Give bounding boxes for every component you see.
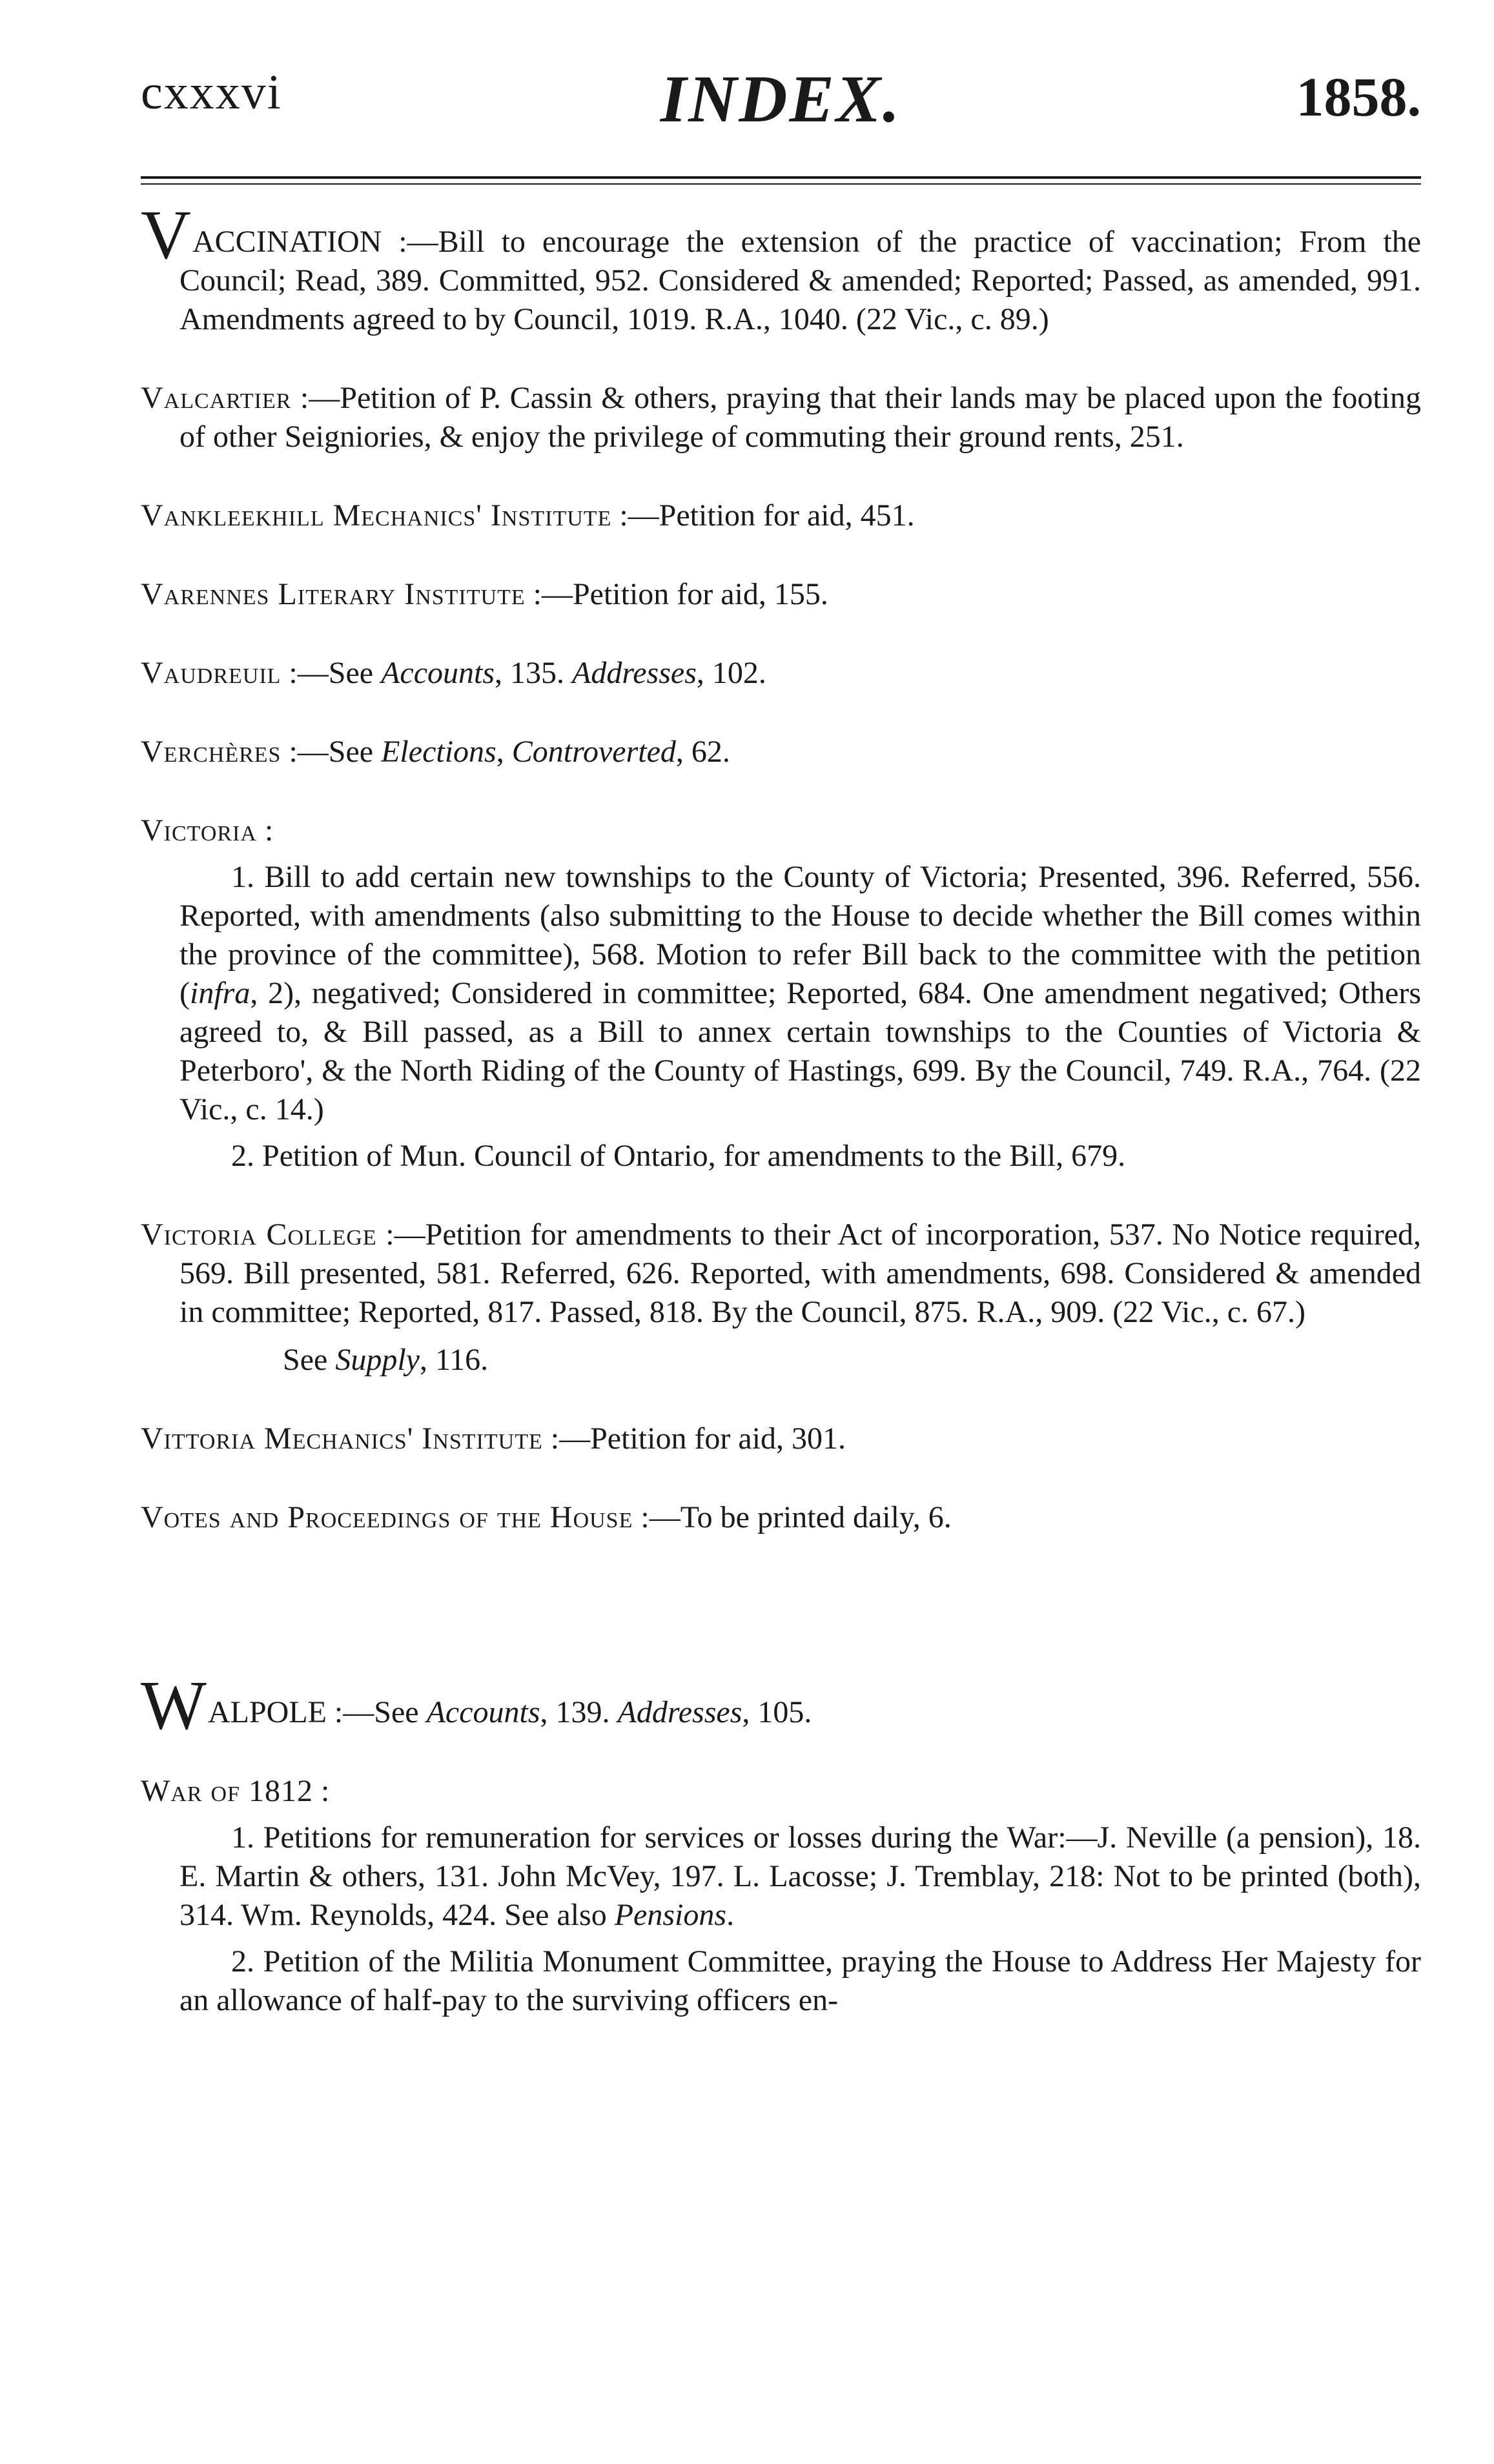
entry-vittoria (141, 1420, 1421, 1458)
entry-text: , 139. (540, 1695, 618, 1729)
entry-text: :—See (326, 1695, 427, 1729)
entry-vercheres (141, 733, 1421, 771)
sub-entry: 2. Petition of the Militia Monument Committee, praying the House to Address Her Majesty for an allowance of half-pay to the surviving officers en- (179, 1944, 1421, 2017)
entry-heading: Varennes Literary Institute (141, 577, 526, 611)
entry-text: :—See (281, 735, 382, 769)
drop-initial: V (141, 197, 191, 274)
entry-heading: Victoria (141, 813, 257, 848)
cross-reference: Addresses (572, 656, 697, 690)
entry-text: See (283, 1343, 336, 1377)
entry-text: , 62. (675, 735, 730, 769)
entry-text: :—Petition for amendments to their Act of incorporation, 537. No Notice required, 569. Bill presented, 581. Referred, 626. Reported, with amendments, 698. Considered & amended in committee; Reported, 817. Passed, 818. By the Council, 875. R.A., 909. (22 Vic., c. 67.) (179, 1217, 1422, 1329)
cross-reference: infra (189, 976, 251, 1010)
drop-initial: W (141, 1667, 207, 1744)
entry-text: :—To be printed daily, 6. (633, 1500, 952, 1534)
entry-heading: War of 1812 (141, 1774, 313, 1808)
letter-section-gap (141, 1577, 1421, 1687)
entry-heading: Votes and Proceedings of the House (141, 1500, 633, 1534)
cross-reference: Accounts (426, 1695, 540, 1729)
page-year: 1858. (1296, 66, 1421, 128)
entry-text: 1. Bill to add certain new townships to the County of Victoria; Presented, 396. Referred, 556. Reported, with amendments (also submitting to the House to decide whether the Bill comes within the province of the committee), 568. Motion to refer Bill back to the committee with the petition ( (179, 860, 1421, 1010)
entry-text: :—Petition for aid, 301. (542, 1421, 846, 1456)
entry-vaudreuil (141, 654, 1421, 693)
cross-reference: Addresses (617, 1695, 742, 1729)
cross-reference: Pensions (614, 1898, 727, 1932)
entry-heading: Vankleekhill Mechanics' Institute (141, 498, 612, 533)
entry-heading: Verchères (141, 735, 281, 769)
entry-victoria-college (141, 1216, 1421, 1380)
entry-text: :—Petition for aid, 155. (525, 577, 828, 611)
sub-entry: 2. Petition of Mun. Council of Ontario, for amendments to the Bill, 679. (231, 1139, 1126, 1173)
entry-text: :—Petition of P. Cassin & others, praying that their lands may be placed upon the footing of other Seigniories, & enjoy the privilege of commuting their ground rents, 251. (179, 381, 1421, 454)
entry-text: , 2), negatived; Considered in committee; Reported, 684. One amendment negatived; Others agreed to, & Bill passed, as a Bill to annex certain townships to the Counties of Victoria & Peterboro', & the North Riding of the County of Hastings, 699. By the Council, 749. R.A., 764. (22 Vic., c. 14.) (179, 976, 1421, 1126)
index-content (141, 197, 1422, 2060)
header-rule-thick (141, 176, 1421, 179)
page-number: cxxxvi (141, 65, 282, 119)
entry-text: 1. Petitions for remuneration for services or losses during the War:—J. Neville (a pension), 18. E. Martin & others, 131. John McVey, 197. L. Lacosse; J. Tremblay, 218: Not to be printed (both), 314. Wm. Reynolds, 424. See also (179, 1820, 1421, 1932)
entry-varennes (141, 575, 1421, 614)
header-rule-thin (141, 183, 1421, 185)
cross-reference: Supply (335, 1343, 420, 1377)
entry-victoria (141, 811, 1421, 1176)
entry-votes (141, 1498, 1421, 1537)
entry-heading: Vaudreuil (141, 656, 281, 690)
entry-text: , 102. (696, 656, 766, 690)
page-header (141, 62, 1421, 148)
entry-text: , (496, 735, 512, 769)
entry-vaccination (141, 197, 1421, 339)
entry-text: , 116. (419, 1343, 489, 1377)
page-title: INDEX. (660, 62, 902, 136)
entry-text: : (256, 813, 274, 848)
cross-reference: Accounts (381, 656, 495, 690)
entry-heading: Victoria College (141, 1217, 377, 1252)
entry-heading: ALPOLE (207, 1695, 327, 1729)
cross-reference: Elections (381, 735, 496, 769)
entry-text: :—Bill to encourage the extension of the practice of vaccination; From the Council; Read, 389. Committed, 952. Considered & amended; Reported; Passed, as amended, 991. Amendments agreed to by Council, 1019. R.A., 1040. (22 Vic., c. 89.) (179, 225, 1421, 336)
entry-text: . (726, 1898, 735, 1932)
entry-valcartier (141, 379, 1421, 456)
entry-war-1812 (141, 1772, 1421, 2020)
entry-heading: ACCINATION (192, 225, 382, 259)
sub-entry (141, 858, 1421, 1129)
sub-entry (141, 1818, 1421, 1935)
cross-reference: Controverted (511, 735, 676, 769)
entry-text: :—Petition for aid, 451. (611, 498, 915, 533)
entry-text: , 135. (495, 656, 573, 690)
entry-vankleekhill (141, 496, 1421, 535)
entry-heading: Vittoria Mechanics' Institute (141, 1421, 543, 1456)
entry-text: :—See (281, 656, 382, 690)
entry-text: , 105. (742, 1695, 812, 1729)
entry-walpole (141, 1667, 1421, 1744)
see-also (141, 1341, 1421, 1380)
entry-text: : (313, 1774, 330, 1808)
entry-heading: Valcartier (141, 381, 292, 415)
